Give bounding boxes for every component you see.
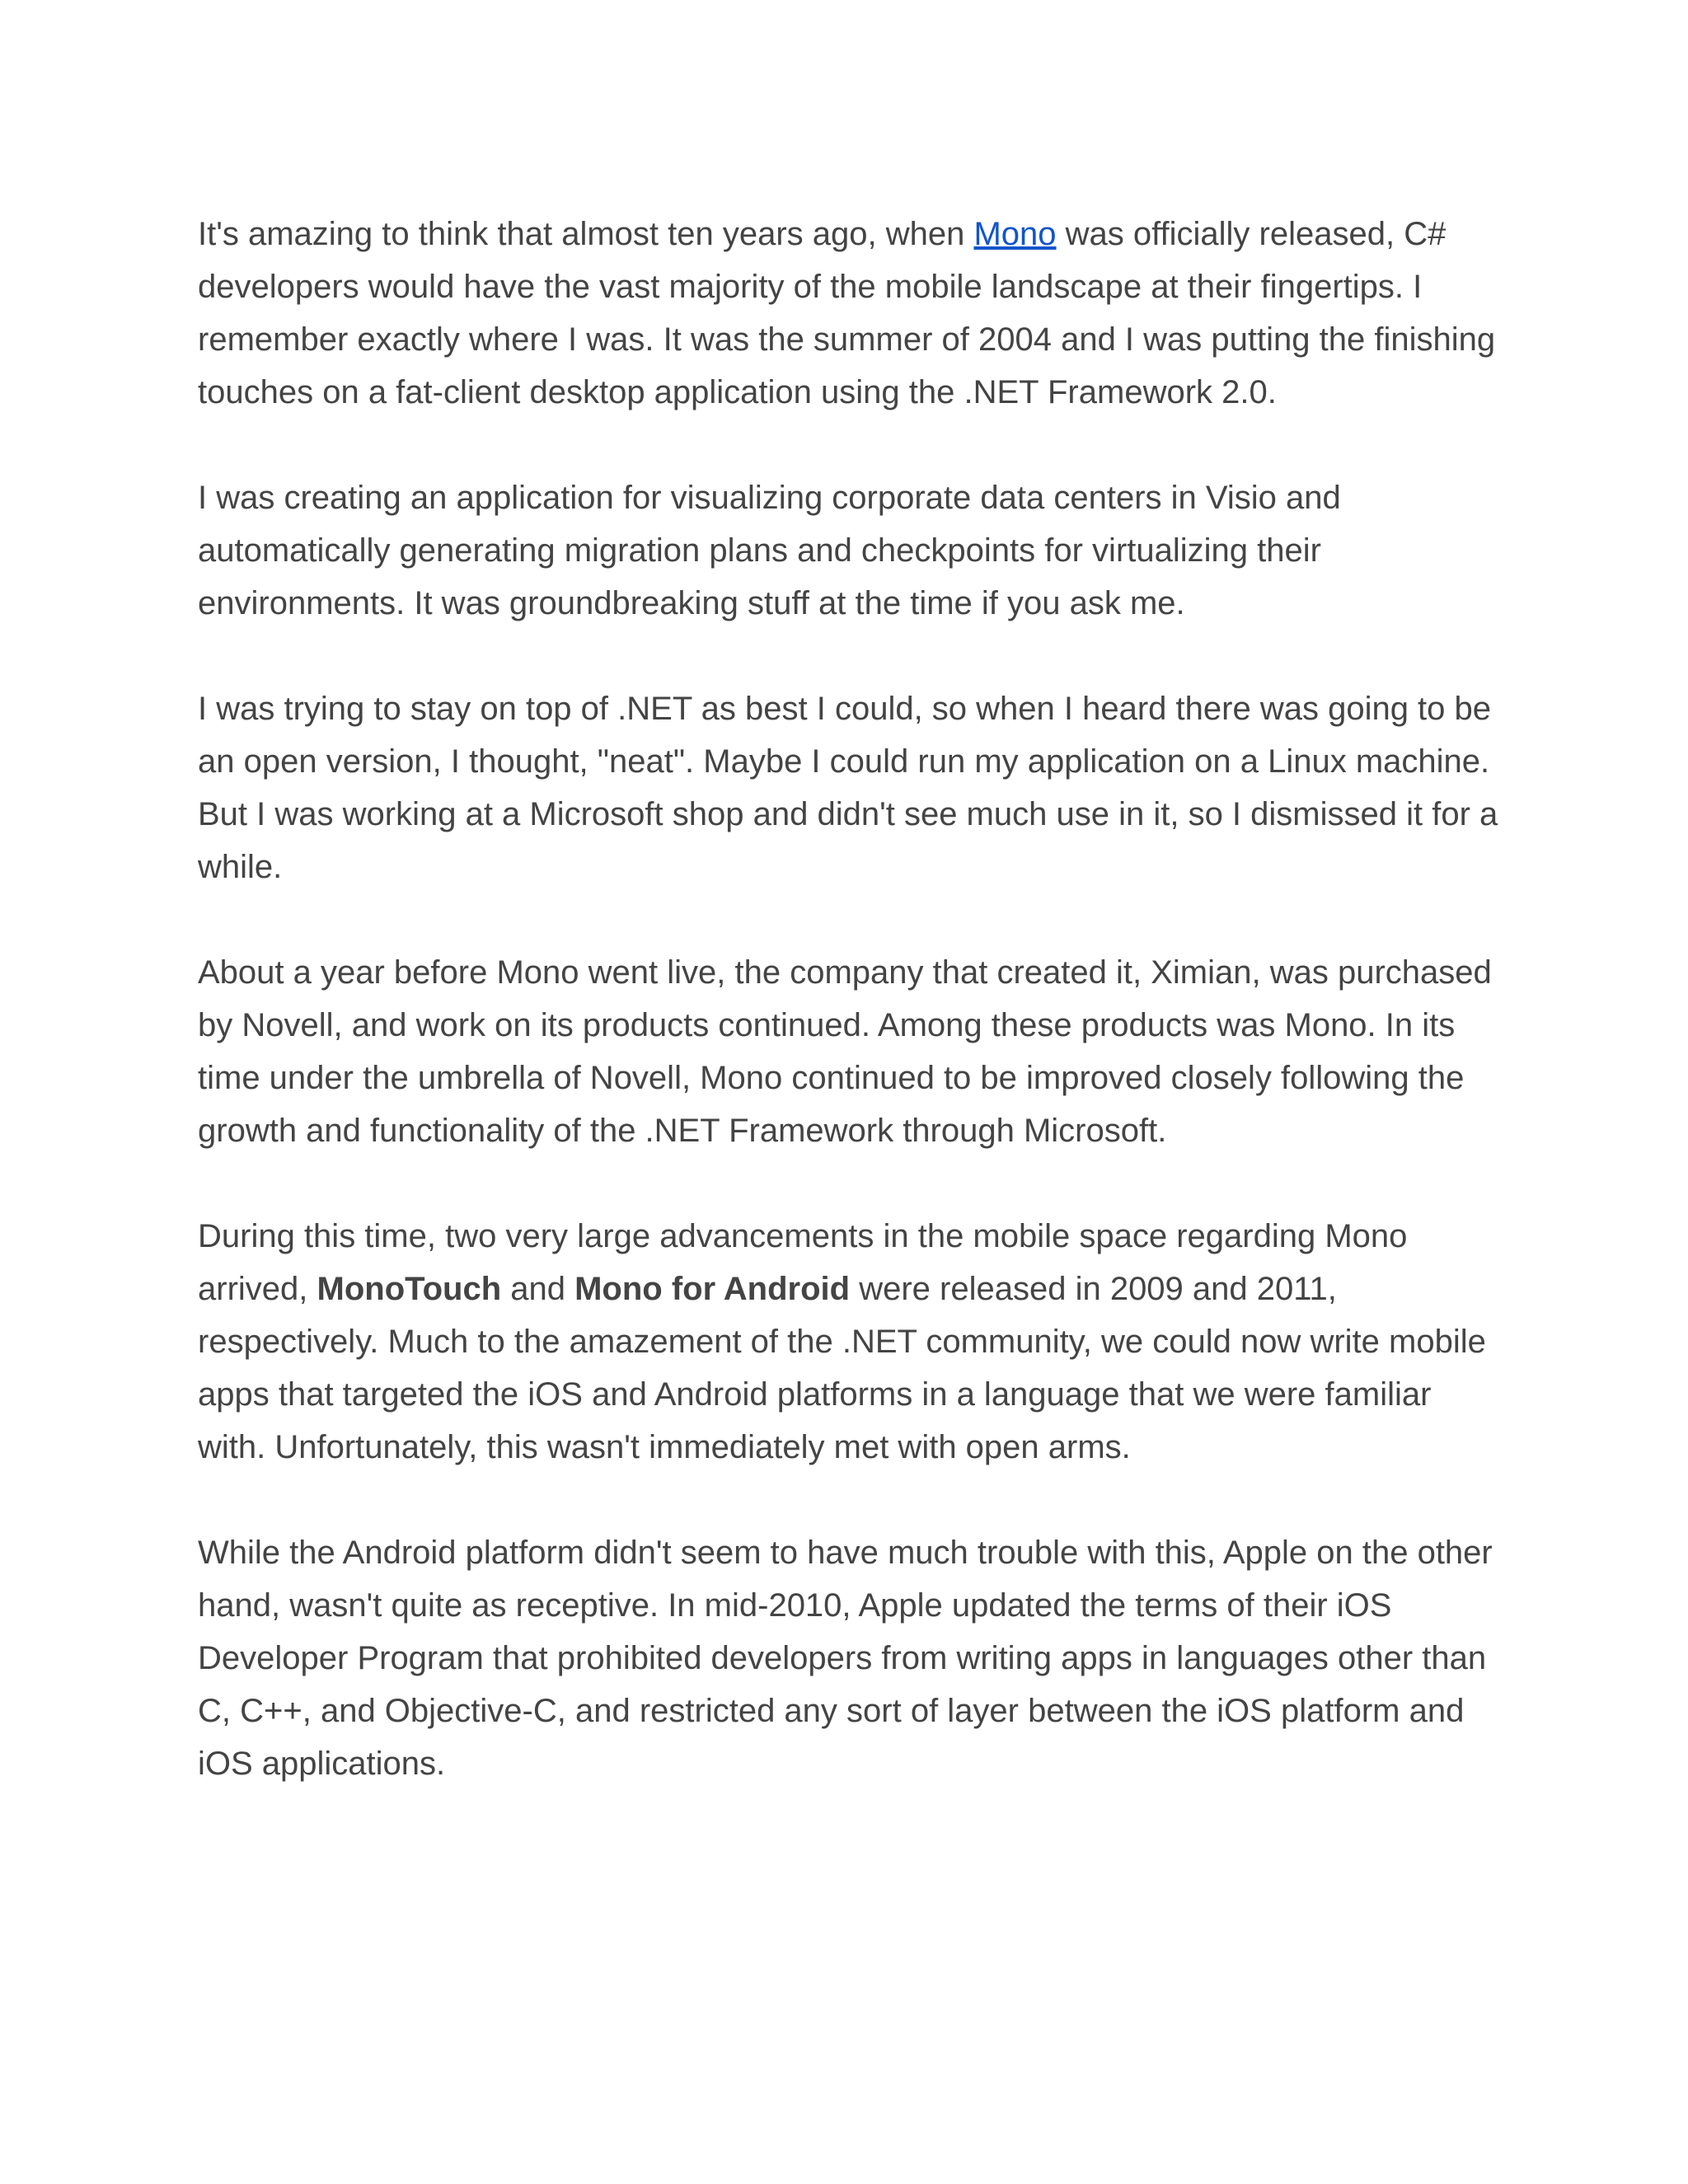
mono-link[interactable]: Mono <box>973 216 1057 252</box>
paragraph-5-text-a: During this time, two very large advancements in the mobile space regarding Mono arrived, <box>198 1218 1408 1307</box>
monotouch-term: MonoTouch <box>316 1271 502 1307</box>
paragraph-5-text-b: and <box>501 1271 575 1307</box>
paragraph-5 <box>198 1210 1500 1474</box>
paragraph-4: About a year before Mono went live, the company that created it, Ximian, was purchased by Novell, and work on its products continued. Among these products was Mono. In its time under the umbrella of Novell, Mono continued to be improved closely following the growth and functionality of the .NET Framework through Microsoft. <box>198 954 1492 1149</box>
mono-for-android-term: Mono for Android <box>574 1271 851 1307</box>
paragraph-6: While the Android platform didn't seem to have much trouble with this, Apple on the other hand, wasn't quite as receptive. In mid-2010, Apple updated the terms of their iOS Developer Program that prohibited developers from writing apps in languages other than C, C++, and Objective-C, and restricted any sort of layer between the iOS platform and iOS applications. <box>198 1535 1493 1782</box>
paragraph-1-text-a: It's amazing to think that almost ten years ago, when <box>198 216 974 252</box>
paragraph-5-text-c: were released in 2009 and 2011, respectively. Much to the amazement of the .NET community, we could now write mobile apps that targeted the iOS and Android platforms in a language that we were familiar with. Unfortunately, this wasn't immediately met with open arms. <box>198 1271 1486 1465</box>
paragraph-3: I was trying to stay on top of .NET as best I could, so when I heard there was going to be an open version, I thought, "neat". Maybe I could run my application on a Linux machine. But I was working at a Microsoft shop and didn't see much use in it, so I dismissed it for a while. <box>198 691 1498 885</box>
paragraph-1 <box>198 208 1500 419</box>
article-body <box>198 208 1500 1790</box>
paragraph-2: I was creating an application for visualizing corporate data centers in Visio and automatically generating migration plans and checkpoints for virtualizing their environments. It was groundbreaking stuff at the time if you ask me. <box>198 480 1341 621</box>
paragraph-1-text-b: was officially released, C# developers would have the vast majority of the mobile landscape at their fingertips. I remember exactly where I was. It was the summer of 2004 and I was putting the finishing touches on a fat-client desktop application using the .NET Framework 2.0. <box>198 216 1496 410</box>
